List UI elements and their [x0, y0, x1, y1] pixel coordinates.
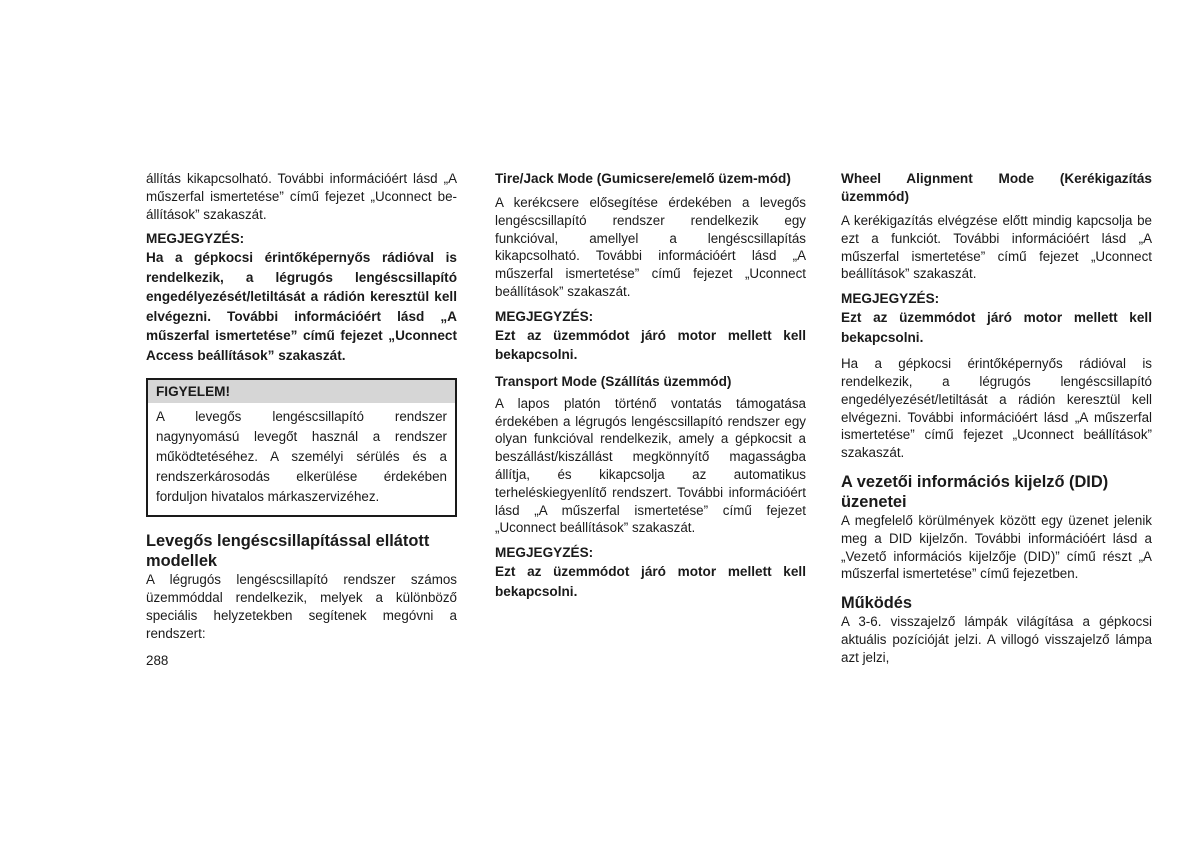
note-label: MEGJEGYZÉS: [495, 545, 594, 561]
column-right [841, 170, 1152, 667]
note-label: MEGJEGYZÉS: [146, 231, 245, 247]
note-text: Ha a gépkocsi érintőképernyős rádióval is rendelkezik, a légrugós lengéscsillapító engedélyezését/letiltását a rádión keresztül kell elvégezni. További információért lásd „A műszerfal ismertetése” című fejezet „Uconnect Access beállítások” szakaszát. [146, 250, 457, 363]
transport-heading: Transport Mode (Szállítás üzemmód) [495, 373, 732, 389]
did-paragraph: A megfelelő körülmények között egy üzenet jelenik meg a DID kijelzőn. További információért lásd a „Vezető információs kijelzője (DID)” című részt „A műszerfal ismertetése” című fejezetben. [841, 512, 1152, 582]
radio-paragraph: Ha a gépkocsi érintőképernyős rádióval is rendelkezik, a légrugós lengéscsillapító engedélyezését/letiltását a rádión keresztül kell elvégezni. További információért lásd „A műszerfal ismertetése” című fejezet „Uconnect beállítások” szakaszát. [841, 356, 1152, 461]
tire-jack-paragraph: A kerékcsere elősegítése érdekében a levegős lengéscsillapító rendszer rendelkezik egy funkcióval, amellyel a lengéscsillapítás kikapcsolható. További információért lásd „A műszerfal ismertetése” című fejezet „Uconnect beállítások” szakaszát. [495, 195, 806, 299]
section-paragraph: A légrugós lengéscsillapító rendszer számos üzemmóddal rendelkezik, melyek a különböző speciális helyzetekben segítenek megóvni a rendszert: [146, 572, 457, 641]
warning-box [146, 378, 457, 517]
note-label: MEGJEGYZÉS: [841, 291, 940, 307]
warning-text: A levegős lengéscsillapító rendszer nagynyomású levegőt használ a rendszer működtetéséhez. A személyi sérülés és a rendszerkárosodás elkerülése érdekében forduljon hivatalos márkaszervizéhez. [156, 409, 447, 505]
intro-paragraph: állítás kikapcsolható. További információért lásd „A műszerfal ismertetése” című fejezet „Uconnect be-állítások” szakaszát. [146, 171, 457, 222]
note-text: Ezt az üzemmódot járó motor mellett kell bekapcsolni. [495, 564, 806, 599]
note-text: Ezt az üzemmódot járó motor mellett kell bekapcsolni. [841, 310, 1152, 345]
column-middle [495, 170, 806, 601]
section-heading: Levegős lengéscsillapítással ellátott modellek [146, 532, 430, 571]
mukodes-heading: Működés [841, 594, 913, 613]
did-heading: A vezetői információs kijelző (DID) üzenetei [841, 472, 1109, 511]
mukodes-paragraph: A 3-6. visszajelző lámpák világítása a gépkocsi aktuális pozícióját jelzi. A villogó visszajelző lámpa azt jelzi, [841, 614, 1152, 665]
column-left [146, 170, 457, 643]
tire-jack-heading: Tire/Jack Mode (Gumicsere/emelő üzem-mód) [495, 171, 791, 186]
warning-title: FIGYELEM! [148, 380, 455, 403]
wheel-alignment-heading: Wheel Alignment Mode (Kerékigazítás üzemmód) [841, 171, 1152, 204]
note-label: MEGJEGYZÉS: [495, 308, 594, 324]
wheel-alignment-paragraph: A kerékigazítás elvégzése előtt mindig kapcsolja be ezt a funkciót. További információért lásd „A műszerfal ismertetése” című fejezet „Uconnect beállítások” szakaszát. [841, 213, 1152, 282]
page-number: 288 [146, 653, 169, 668]
transport-paragraph: A lapos platón történő vontatás támogatása érdekében a légrugós lengéscsillapító rendszer egy olyan funkcióval rendelkezik, amely a gépkocsit a beszállást/kiszállást megkönnyítő magasságba állítja, és kikapcsolja az automatikus terheléskiegyenlítő rendszert. További információért lásd „A műszerfal ismertetése” című fejezet „Uconnect beállítások” szakaszát. [495, 395, 806, 536]
note-text: Ezt az üzemmódot járó motor mellett kell bekapcsolni. [495, 327, 806, 363]
